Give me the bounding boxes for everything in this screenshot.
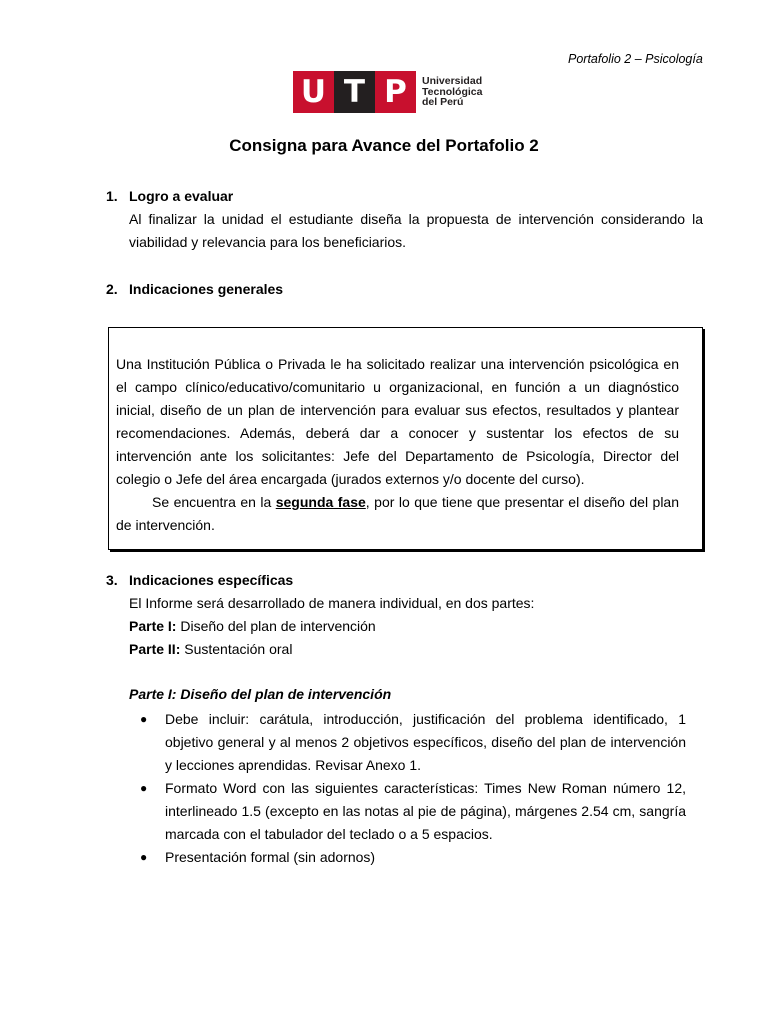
- box-p2-after: , por lo que tiene que presentar el diseño del plan de intervención.: [116, 494, 679, 533]
- document-title-text: Consigna para Avance del Portafolio 2: [229, 136, 539, 155]
- section-2-heading: [106, 281, 283, 297]
- logo-university-name: [422, 76, 482, 108]
- section-3-heading: [106, 572, 293, 588]
- section-number: 2.: [106, 281, 118, 297]
- list-item-text: Formato Word con las siguientes características: Times New Roman número 12, interlineado 1.5 (excepto en las notas al pie de página), márgenes 2.54 cm, sangría marcada con el tabulador del teclado o a 5 espacios.: [165, 780, 686, 842]
- box-paragraph-1: Una Institución Pública o Privada le ha solicitado realizar una intervención psicológica en el campo clínico/educativo/comunitario u organizacional, en función a un diagnóstico inicial, diseño de un plan de intervención para evaluar sus efectos, resultados y plantear recomendaciones. Además, deberá dar a conocer y sustentar los efectos de su intervención ante los solicitantes: Jefe del Departamento de Psicología, Director del colegio o Jefe del área encargada (jurados externos y/o docente del curso).: [116, 356, 679, 487]
- section-3-intro: El Informe será desarrollado de manera individual, en dos partes:: [129, 595, 535, 611]
- list-item: [129, 708, 686, 777]
- part-1-text: Diseño del plan de intervención: [176, 618, 376, 634]
- bullet-icon: ●: [140, 712, 148, 726]
- utp-logo: [293, 71, 482, 113]
- part-2-label: Parte II:: [129, 641, 181, 657]
- box-p2-emphasis: segunda fase: [275, 494, 366, 510]
- document-title: [0, 136, 768, 156]
- section-1-text: Al finalizar la unidad el estudiante diseña la propuesta de intervención considerando la viabilidad y relevancia para los beneficiarios.: [129, 211, 703, 250]
- box-paragraph-2: [116, 491, 679, 537]
- bullet-icon: ●: [140, 781, 148, 795]
- general-indications-text: [116, 353, 679, 537]
- logo-name-line: Tecnológica: [422, 85, 483, 98]
- section-title: Logro a evaluar: [129, 188, 234, 204]
- part-1-line: [129, 615, 376, 638]
- section-title: Indicaciones generales: [129, 281, 284, 297]
- logo-name-line: del Perú: [422, 96, 464, 109]
- page-header-text: Portafolio 2 – Psicología: [568, 52, 703, 66]
- part-1-bullet-list: [129, 708, 686, 869]
- part-1-title: Parte I: Diseño del plan de intervención: [129, 686, 392, 702]
- logo-letter-p: P: [375, 71, 416, 113]
- list-item-text: Debe incluir: carátula, introducción, justificación del problema identificado, 1 objetivo general y al menos 2 objetivos específicos, diseño del plan de intervención y lecciones aprendidas. Revisar Anexo 1.: [165, 711, 686, 773]
- section-number: 3.: [106, 572, 118, 588]
- bullet-icon: ●: [140, 850, 148, 864]
- list-item-text: Presentación formal (sin adornos): [165, 849, 376, 865]
- logo-letter-t: T: [334, 71, 375, 113]
- section-number: 1.: [106, 188, 118, 204]
- list-item: [129, 846, 686, 869]
- part-1-label: Parte I:: [129, 618, 177, 634]
- part-2-line: [129, 638, 292, 661]
- part-2-text: Sustentación oral: [180, 641, 293, 657]
- section-1-heading: [106, 188, 233, 204]
- logo-letter-u: U: [293, 71, 334, 113]
- logo-name-line: Universidad: [422, 75, 483, 88]
- box-p2-before: Se encuentra en la: [152, 494, 276, 510]
- list-item: [129, 777, 686, 846]
- section-title: Indicaciones específicas: [129, 572, 294, 588]
